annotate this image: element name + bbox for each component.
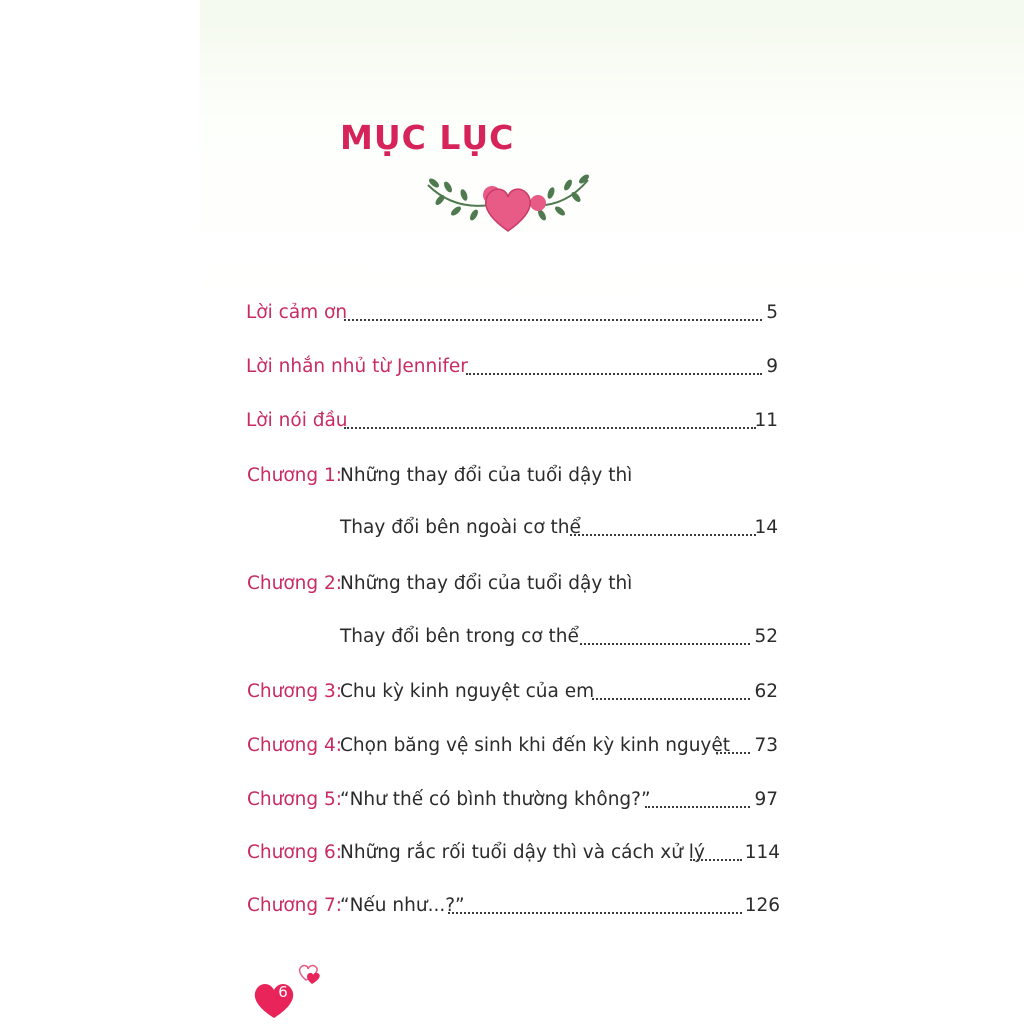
toc-chapter-label: Chương 7:	[247, 895, 343, 916]
toc-subentry-chuong-2[interactable]	[0, 617, 1024, 653]
dot-leader	[344, 319, 762, 321]
toc-page-number: 9	[766, 356, 778, 377]
toc-chapter-label: Chương 3:	[247, 681, 343, 702]
toc-page-number: 114	[744, 842, 780, 863]
toc-subtitle: Thay đổi bên ngoài cơ thể	[340, 517, 581, 538]
toc-chapter-label: Chương 5:	[247, 789, 343, 810]
heart-vine-ornament-icon	[418, 165, 598, 245]
toc-subtitle: Thay đổi bên trong cơ thể	[340, 626, 579, 647]
toc-page-number: 52	[754, 626, 778, 647]
toc-entry-cam-on[interactable]	[0, 293, 1024, 329]
dot-leader	[592, 698, 750, 700]
page-number: 6	[278, 983, 288, 1001]
toc-page-number: 5	[766, 302, 778, 323]
toc-page-number: 11	[754, 410, 778, 431]
toc-entry-chuong-6[interactable]	[0, 833, 1024, 869]
toc-chapter-title: “Nếu như...?”	[340, 895, 465, 916]
toc-page-number: 62	[754, 681, 778, 702]
toc-entry-noi-dau[interactable]	[0, 401, 1024, 437]
toc-page-number: 73	[754, 735, 778, 756]
toc-chapter-title: Chu kỳ kinh nguyệt của em	[340, 681, 595, 702]
toc-page-number: 14	[754, 517, 778, 538]
dot-leader	[580, 643, 750, 645]
toc-page-number: 97	[754, 789, 778, 810]
dot-leader	[448, 912, 742, 914]
toc-chapter-title: Những rắc rối tuổi dậy thì và cách xử lý	[340, 842, 705, 863]
dot-leader	[645, 806, 750, 808]
dot-leader	[690, 859, 742, 861]
toc-entry-chuong-3[interactable]	[0, 672, 1024, 708]
toc-chapter-label: Chương 6:	[247, 842, 343, 863]
dot-leader	[570, 534, 756, 536]
toc-label: Lời cảm ơn	[246, 302, 348, 323]
toc-entry-chuong-5[interactable]	[0, 780, 1024, 816]
toc-entry-chuong-7[interactable]	[0, 886, 1024, 922]
toc-chapter-title: Những thay đổi của tuổi dậy thì	[340, 465, 633, 486]
toc-entry-chuong-1[interactable]	[0, 456, 1024, 492]
toc-entry-nhan-nhu[interactable]	[0, 347, 1024, 383]
toc-chapter-label: Chương 1:	[247, 465, 343, 486]
page-title: MỤC LỤC	[340, 118, 515, 157]
toc-chapter-label: Chương 2:	[247, 573, 343, 594]
dot-leader	[344, 427, 756, 429]
toc-chapter-title: Những thay đổi của tuổi dậy thì	[340, 573, 633, 594]
toc-chapter-title: Chọn băng vệ sinh khi đến kỳ kinh nguyệt	[340, 735, 731, 756]
toc-entry-chuong-4[interactable]	[0, 726, 1024, 762]
toc-chapter-label: Chương 4:	[247, 735, 343, 756]
toc-page-number: 126	[744, 895, 780, 916]
toc-label: Lời nói đầu	[246, 410, 348, 431]
dot-leader	[466, 373, 762, 375]
toc-entry-chuong-2[interactable]	[0, 564, 1024, 600]
toc-label: Lời nhắn nhủ từ Jennifer	[246, 356, 468, 377]
toc-chapter-title: “Như thế có bình thường không?”	[340, 789, 651, 810]
toc-subentry-chuong-1[interactable]	[0, 508, 1024, 544]
